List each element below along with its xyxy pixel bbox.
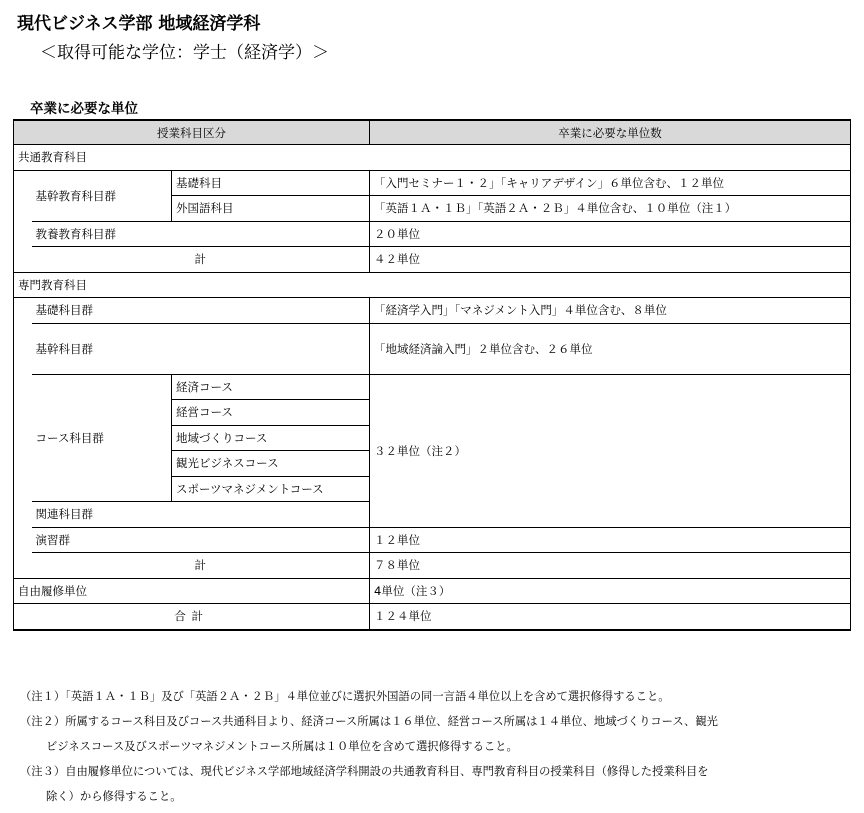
note-3-continued: 除く）から修得すること。 (46, 790, 182, 803)
table-row (14, 221, 851, 247)
section-title: 卒業に必要な単位 (30, 101, 138, 117)
course-item: 経済コース (172, 374, 370, 400)
foreign-language-req: 「英語１Ａ・１Ｂ」「英語２Ａ・２Ｂ」４単位含む、１０単位（注１） (370, 196, 851, 222)
note-text: 所属するコース科目及びコース共通科目より、経済コース所属は１６単位、経営コース所属は１４単位、地域づくりコース、観光 (65, 715, 718, 728)
col-header-category: 授業科目区分 (14, 120, 370, 145)
table-row (14, 145, 851, 171)
practice-group-label: 演習群 (32, 527, 370, 553)
free-credits-req: 4単位（注３） (370, 578, 851, 604)
table-row (14, 553, 851, 579)
common-subtotal-label: 計 (32, 247, 370, 273)
indent-spacer (14, 170, 32, 272)
specialized-education-label: 専門教育科目 (14, 272, 851, 298)
table-row (14, 527, 851, 553)
note-1 (20, 684, 718, 709)
degree-subtitle: ＜取得可能な学位：学士（経済学）＞ (40, 43, 329, 63)
table-row (14, 578, 851, 604)
col-header-credits: 卒業に必要な単位数 (370, 120, 851, 145)
common-education-label: 共通教育科目 (14, 145, 851, 171)
free-credits-label: 自由履修単位 (14, 578, 370, 604)
common-subtotal-req: ４２単位 (370, 247, 851, 273)
core-education-group: 基幹教育科目群 (32, 170, 172, 221)
note-2-continued: ビジネスコース及びスポーツマネジメントコース所属は１０単位を含めて選択修得すること。 (46, 740, 518, 753)
practice-group-req: １２単位 (370, 527, 851, 553)
table-row (14, 374, 851, 400)
table-row (14, 604, 851, 630)
note-text: 自由履修単位については、現代ビジネス学部地域経済学科開設の共通教育科目、専門教育科目の授業科目（修得した授業科目を (65, 765, 709, 778)
note-2 (20, 709, 718, 734)
note-text: 「英語１Ａ・１Ｂ」及び「英語２Ａ・２Ｂ」４単位並びに選択外国語の同一言語４単位以上を含めて選択修得すること。 (65, 690, 670, 703)
page-title: 現代ビジネス学部 地域経済学科 (17, 14, 261, 34)
indent-spacer (14, 298, 32, 579)
note-3 (20, 759, 718, 784)
basic-subject-req: 「入門セミナー１・２」「キャリアデザイン」６単位含む、１２単位 (370, 170, 851, 196)
credits-table (13, 119, 851, 631)
core-group-req: 「地域経済論入門」２単位含む、２６単位 (370, 323, 851, 374)
course-item: 経営コース (172, 400, 370, 426)
table-row (14, 298, 851, 324)
course-group-label: コース科目群 (32, 374, 172, 502)
related-group-label: 関連科目群 (32, 502, 370, 528)
course-item: 地域づくりコース (172, 425, 370, 451)
grand-total-label: 合計 (14, 604, 370, 630)
course-group-req: ３２単位（注２） (370, 374, 851, 527)
basic-group-req: 「経済学入門」「マネジメント入門」４単位含む、８単位 (370, 298, 851, 324)
liberal-arts-req: ２０単位 (370, 221, 851, 247)
table-row (14, 272, 851, 298)
table-row (14, 170, 851, 196)
basic-subject-label: 基礎科目 (172, 170, 370, 196)
notes-section (20, 684, 718, 809)
basic-group-label: 基礎科目群 (32, 298, 370, 324)
table-row (14, 323, 851, 374)
foreign-language-label: 外国語科目 (172, 196, 370, 222)
course-item: 観光ビジネスコース (172, 451, 370, 477)
table-header-row (14, 120, 851, 145)
specialized-subtotal-label: 計 (32, 553, 370, 579)
table-row (14, 247, 851, 273)
course-item: スポーツマネジメントコース (172, 476, 370, 502)
liberal-arts-group: 教養教育科目群 (32, 221, 370, 247)
note-mark: （注２） (20, 715, 66, 728)
note-mark: （注１） (20, 690, 66, 703)
core-group-label: 基幹科目群 (32, 323, 370, 374)
grand-total-req: １２４単位 (370, 604, 851, 630)
specialized-subtotal-req: ７８単位 (370, 553, 851, 579)
note-mark: （注３） (20, 765, 66, 778)
